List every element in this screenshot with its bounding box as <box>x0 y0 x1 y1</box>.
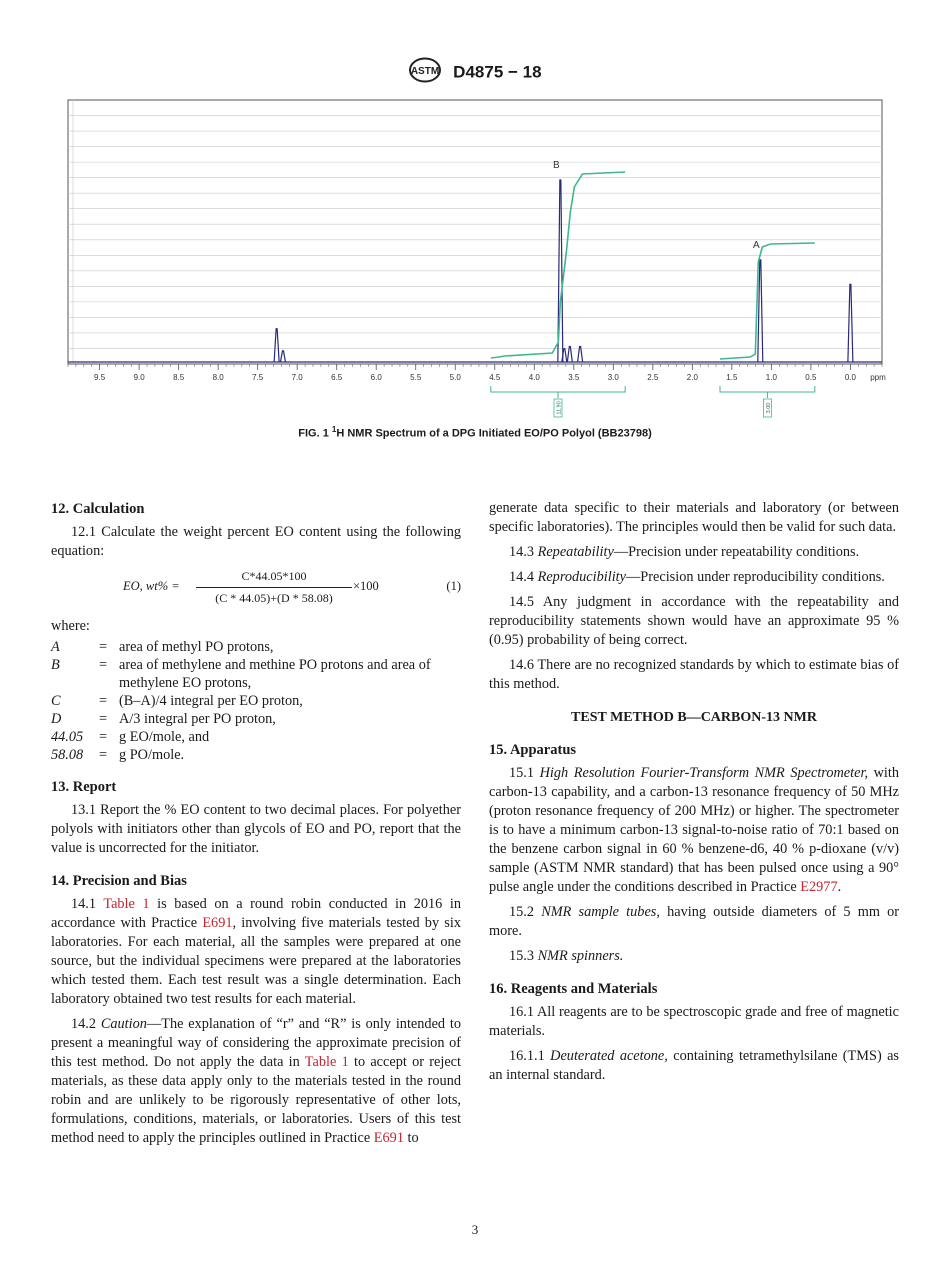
variable-definitions <box>51 638 461 764</box>
definition-text: area of methyl PO protons, <box>119 639 274 655</box>
definition-symbol: B <box>51 657 60 673</box>
definition-symbol: D <box>51 711 62 727</box>
table-1-link[interactable]: Table 1 <box>304 1054 349 1070</box>
para-14-6: 14.6 There are no recognized standards by which to estimate bias of this method. <box>489 657 899 692</box>
para-14-2: 14.2 Caution—The explanation of “r” and “R” is only intended to present a meaningful way of considering the approximate precision of this test method. Do not apply the data in Table 1 to accept or reject materials, as these data apply only to the materials tested in the round robin and are unlikely to be rigorously representative of other lots, formulations, conditions, materials, or laboratories. Users of this test method need to apply the principles outlined in Practice E691 to <box>51 1016 461 1146</box>
plot-frame <box>68 100 882 364</box>
axis-tick-label: 7.5 <box>252 373 264 382</box>
definition-symbol: 44.05 <box>51 729 84 745</box>
e691-link[interactable]: E691 <box>373 1130 404 1146</box>
definition-symbol: A <box>51 639 60 655</box>
definition-text: area of methylene and methine PO protons and area of methylene EO protons, <box>119 657 431 691</box>
equation-1 <box>51 567 461 607</box>
section-12-heading: 12. Calculation <box>51 501 145 517</box>
axis-tick-label: 5.5 <box>410 373 422 382</box>
test-method-b-heading: TEST METHOD B—CARBON-13 NMR <box>571 710 817 725</box>
para-14-5: 14.5 Any judgment in accordance with the repeatability and reproducibility statements shown would have an approximate 95 % (0.95) probability of being correct. <box>489 594 899 648</box>
definition-equals: = <box>99 639 108 655</box>
integral-value: 3.00 <box>765 402 772 414</box>
equation-numerator: C*44.05*100 <box>196 567 352 588</box>
definition-symbol: 58.08 <box>51 747 84 763</box>
definition-row <box>51 710 461 728</box>
page-header <box>0 57 950 88</box>
axis-unit-label: ppm <box>870 373 886 382</box>
integral-value: 11.90 <box>556 401 563 415</box>
left-column <box>51 500 461 1154</box>
integral-bracket <box>720 386 815 392</box>
para-13-1: 13.1 Report the % EO content to two decimal places. For polyether polyols with initiators other than glycols of EO and PO, report that the value is uncorrected for the initiator. <box>51 802 461 856</box>
axis-tick-label: 8.0 <box>212 373 224 382</box>
where-label: where: <box>51 618 90 634</box>
definition-equals: = <box>99 711 108 727</box>
para-16-1-1: 16.1.1 Deuterated acetone, containing tetramethylsilane (TMS) as an internal standard. <box>489 1048 899 1083</box>
peak-label: A <box>752 239 760 251</box>
axis-tick-label: 2.5 <box>647 373 659 382</box>
definition-row <box>51 728 461 746</box>
definition-equals: = <box>99 729 108 745</box>
axis-tick-label: 1.5 <box>726 373 738 382</box>
axis-tick-label: 3.5 <box>568 373 580 382</box>
axis-tick-label: 8.5 <box>173 373 185 382</box>
axis-tick-label: 3.0 <box>607 373 619 382</box>
equation-multiplier: ×100 <box>353 579 379 593</box>
section-14-heading: 14. Precision and Bias <box>51 873 187 889</box>
axis-tick-label: 5.0 <box>449 373 461 382</box>
para-14-4: 14.4 Reproducibility—Precision under reproducibility conditions. <box>509 569 885 585</box>
figure-caption: FIG. 1 $^1$H NMR Spectrum of a DPG Initiated EO/PO Polyol (BB23798) <box>298 425 652 440</box>
definition-text: g PO/mole. <box>119 747 185 763</box>
definition-text: (B–A)/4 integral per EO proton, <box>119 693 303 709</box>
definition-row <box>51 746 461 764</box>
axis-tick-label: 9.5 <box>94 373 106 382</box>
right-column <box>489 499 899 1091</box>
axis-tick-label: 6.5 <box>331 373 343 382</box>
definition-row <box>51 638 461 656</box>
axis-tick-label: 2.0 <box>686 373 698 382</box>
para-15-1: 15.1 High Resolution Fourier-Transform NMR Spectrometer, with carbon-13 capability, and a carbon-13 resonance frequency of 50 MHz (proton resonance frequency of 200 MHz) or higher. The spectrometer is to have a minimum carbon-13 signal-to-noise ratio of 70:1 based on the benzene carbon signal in 60 % benzene-d6, 40 % p-dioxane (v/v) sample (ASTM NMR standard) that has been pulsed once using a 90° pulse angle under the conditions described in Practice E2977. <box>489 765 899 895</box>
table-1-link[interactable]: Table 1 <box>103 896 150 912</box>
definition-text: g EO/mole, and <box>119 729 210 745</box>
para-14-1: 14.1 Table 1 is based on a round robin conducted in 2016 in accordance with Practice E691, involving five materials tested by six laboratories. For each material, all the samples were prepared at one source, but the individual specimens were prepared at the laboratories which tested them. Each test result was a single determination. Each laboratory obtained two test results for each material. <box>51 896 462 1007</box>
axis-tick-label: 7.0 <box>291 373 303 382</box>
integral-bracket <box>491 386 625 392</box>
svg-text:ASTM: ASTM <box>411 66 440 77</box>
para-15-3: 15.3 NMR spinners. <box>509 948 624 964</box>
e2977-link[interactable]: E2977 <box>800 879 838 895</box>
definition-text: A/3 integral per PO proton, <box>119 711 276 727</box>
definition-equals: = <box>99 693 108 709</box>
section-15-heading: 15. Apparatus <box>489 742 577 758</box>
definition-equals: = <box>99 657 108 673</box>
nmr-spectrum-chart <box>50 90 900 430</box>
astm-logo-icon <box>408 57 442 88</box>
definition-row <box>51 656 461 692</box>
definition-equals: = <box>99 747 108 763</box>
page-number: 3 <box>471 1222 479 1237</box>
para-15-2: 15.2 NMR sample tubes, having outside diameters of 5 mm or more. <box>489 904 900 939</box>
axis-tick-label: 0.0 <box>844 373 856 382</box>
axis-tick-label: 4.5 <box>489 373 501 382</box>
equation-lhs: EO, wt% = <box>123 579 180 593</box>
section-16-heading: 16. Reagents and Materials <box>489 981 658 997</box>
axis-tick-label: 0.5 <box>805 373 817 382</box>
definition-row <box>51 692 461 710</box>
document-designation: D4875 − 18 <box>453 62 542 82</box>
axis-tick-label: 1.0 <box>765 373 777 382</box>
equation-denominator: (C * 44.05)+(D * 58.08) <box>215 591 333 605</box>
para-14-3: 14.3 Repeatability—Precision under repeatability conditions. <box>509 544 860 560</box>
axis-tick-label: 4.0 <box>528 373 540 382</box>
axis-tick-label: 9.0 <box>133 373 145 382</box>
para-16-1: 16.1 All reagents are to be spectroscopic grade and free of magnetic materials. <box>489 1004 899 1039</box>
peak-label: B <box>553 159 560 171</box>
para-14-2-continued: generate data specific to their materials and laboratory (or between specific laboratories). The principles would then be valid for such data. <box>489 500 899 535</box>
definition-symbol: C <box>51 693 61 709</box>
axis-tick-label: 6.0 <box>370 373 382 382</box>
equation-fraction <box>196 567 352 608</box>
para-12-1: 12.1 Calculate the weight percent EO content using the following equation: <box>51 524 461 559</box>
e691-link[interactable]: E691 <box>202 915 233 931</box>
section-13-heading: 13. Report <box>51 779 117 795</box>
equation-number: (1) <box>446 579 461 593</box>
